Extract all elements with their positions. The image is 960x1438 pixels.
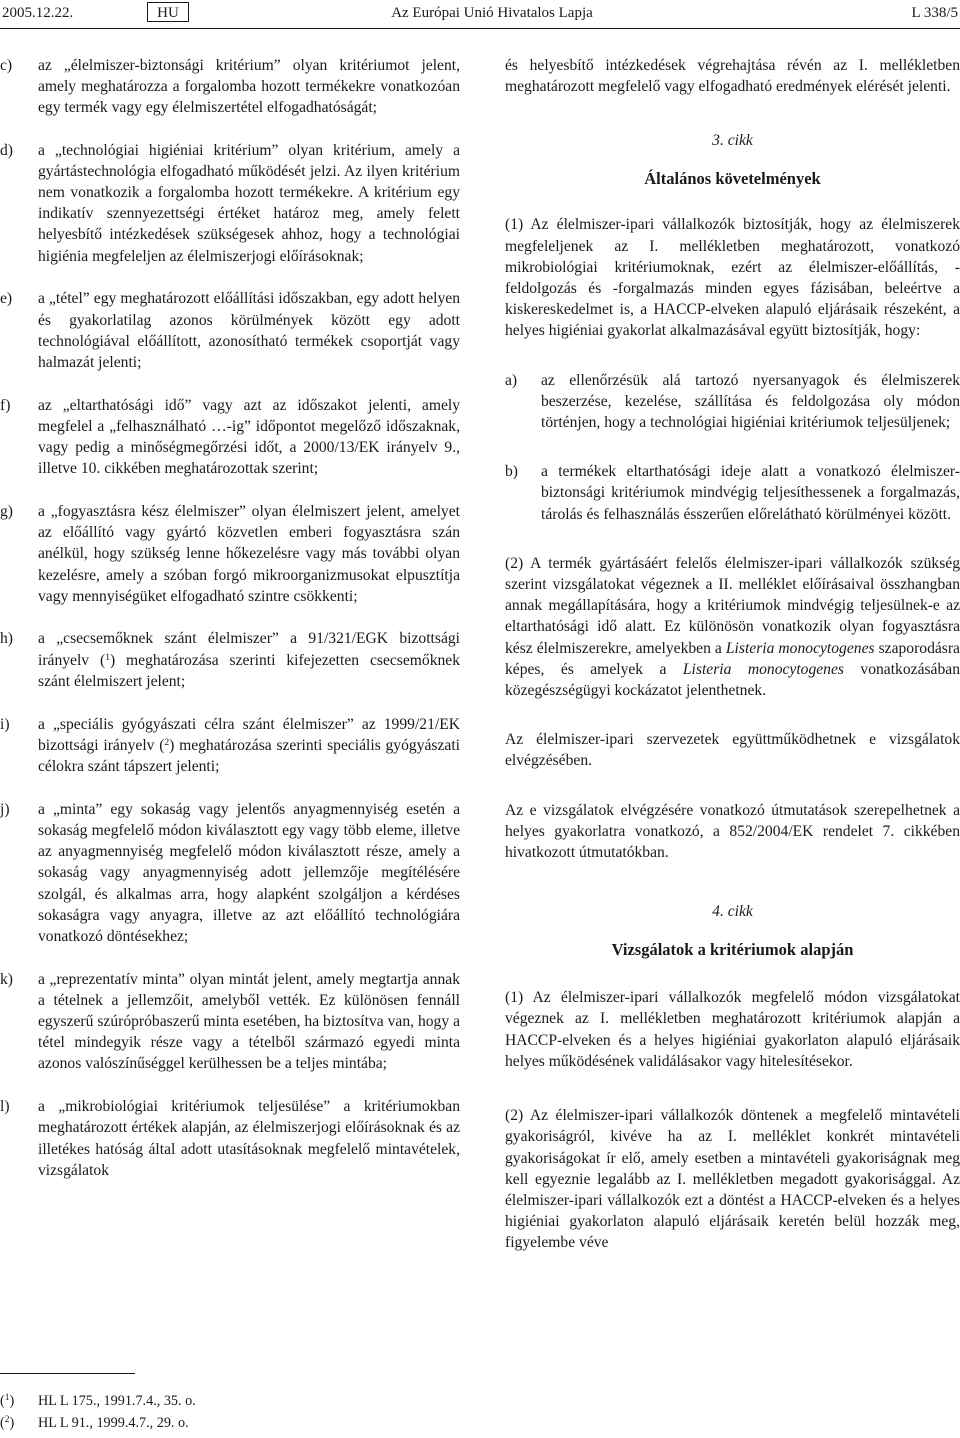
footnotes (0, 1390, 460, 1434)
left-column (0, 55, 460, 1202)
definition-d: d) a „technológiai higiéniai kritérium” olyan kritérium, amely a gyártástechnológia elfogadható működését jelzi. Az ilyen kritérium nem vonatkozik a forgalomba hozott termékekre. A kritérium egy indikatív szennyezettségi értéket határoz meg, amely felett helyesbítő intézkedések szükségesek ahhoz, hogy a technológiai higiénia megfeleljen az élelmiszerjogi előírásoknak; (0, 141, 460, 265)
definition-l: l) a „mikrobiológiai kritériumok teljesülése” a kritériumokban meghatározott értékek alapján, az élelmiszerjogi előírásoknak és az illetékes hatóság által adott utasításoknak megfelelő mintavételek, vizsgálatok (0, 1098, 460, 1179)
language-badge: HU (147, 2, 189, 22)
definition-j: j) a „minta” egy sokaság vagy jelentős anyagmennyiség esetén a sokaság megfelelő módon kiválasztott egy vagy több eleme, illetve az anyagmennyiség megfelelő módon kiválasztott része, amely a sokaság vagy anyagmennyiség adott jellemzője megítélésére szolgál, és alkalmas arra, hogy alapként szolgáljon a kérdéses sokaságra vagy anyagra, illetve az azt előállító technológiára vonatkozó döntésekhez; (0, 800, 460, 945)
definition-k: k) a „reprezentatív minta” olyan mintát jelent, amely megtartja annak a tételnek a jellemzőit, amelyből vették. Ez különösen fennáll egyszerű szúrópróbaszerű minta esetében, ha biztosítva van, hogy a tétel mindegyik része vagy a tételből származó egyedi minta azonos valószínűséggel kerülhessen be a teljes mintába; (0, 970, 460, 1073)
article-3-point-b: b) a termékek eltarthatósági ideje alatt a vonatkozó élelmiszer-biztonsági kritériumok mindvégig teljesíthessenek a forgalmazás, tárolás és felhasználás ésszerűen előrelátható körülményei között. (505, 463, 960, 523)
footnote-ref-2: 2 (164, 737, 170, 748)
definition-h: h) a „csecsemőknek szánt élelmiszer” a 91/321/EGK bizottsági irányelv ($^1$) meghatározása szerinti kifejezetten csecsemőknek szánt élelmiszert jelent; (0, 630, 461, 690)
article-4-paragraph-1: (1) Az élelmiszer-ipari vállalkozók megfelelő módon vizsgálatokat végeznek az I. mellékletben meghatározott kritériumok alapján a HACCP-elveken és a helyes higiéniai gyakorlaton alapuló eljárásaik helyes működésének validálásakor vagy hitelesítésekor. (505, 989, 960, 1070)
article-3-title: Általános követelmények (644, 169, 821, 189)
continuation-text: és helyesbítő intézkedések végrehajtása révén az I. mellékletben meghatározott megfelelő vagy elfogadható eredmények elérését jelenti. (505, 57, 960, 96)
definition-i: i) a „speciális gyógyászati célra szánt élelmiszer” az 1999/21/EK bizottsági irányelv ($^2$) meghatározása szerinti speciális gyógyászati célokra szánt tápszert jelenti; (0, 715, 460, 775)
article-3-paragraph-3: Az élelmiszer-ipari szervezetek együttműködhetnek e vizsgálatok elvégzésében. (505, 731, 960, 770)
article-3-paragraph-4: Az e vizsgálatok elvégzésére vonatkozó útmutatások szerepelhetnek a helyes gyakorlatra vonatkozó, a 852/2004/EK rendelet 7. cikkében hivatkozott útmutatókban. (505, 801, 960, 862)
footnote-1: ($^1$) HL L 175., 1991.7.4., 35. o. (0, 1393, 196, 1409)
footnote-rule (0, 1373, 135, 1374)
journal-title: Az Európai Unió Hivatalos Lapja (391, 5, 593, 21)
footnote-ref-1: 1 (105, 652, 110, 663)
article-3-paragraph-1: (1) Az élelmiszer-ipari vállalkozók biztosítják, hogy az élelmiszerek megfeleljenek az I. mellékletben meghatározott, vonatkozó mikrobiológiai kritériumoknak, ezért az élelmiszer-előállítás, -feldolgozás és -forgalmazás minden egyes fázisában, beleértve a kiskereskedelmet is, a HACCP-elveken alapuló eljárásaik részeként, a helyes higiéniai gyakorlat alkalmazásával együtt biztosítják, hogy: (505, 216, 960, 340)
footnote-2: ($^2$) HL L 91., 1999.4.7., 29. o. (0, 1415, 189, 1431)
article-3-point-a: a) az ellenőrzésük alá tartozó nyersanyagok és élelmiszerek beszerzése, kezelése, szállítása és feldolgozása oly módon történjen, hogy a technológiai higiéniai kritériumok teljesüljenek; (505, 371, 960, 432)
article-3-number: 3. cikk (712, 132, 753, 150)
article-4-title: Vizsgálatok a kritériumok alapján (611, 940, 854, 960)
definition-e: e) a „tétel” egy meghatározott előállítási időszakban, egy adott helyen és gyakorlatilag azonos körülmények között egy adott technológiával előállított, azonosítható termékek csoportját vagy halmazát jelenti; (0, 290, 460, 371)
right-column (505, 55, 960, 1275)
article-3-paragraph-2: (2) A termék gyártásáért felelős élelmiszer-ipari vállalkozók szükség szerint vizsgálatokat végeznek a II. melléklet előírásaival összhangban annak megállapítására, hogy a kritériumok mindvégig teljesülnek-e az eltarthatósági idő alatt. Ez különösön vonatkozik olyan fogyasztásra kész élelmiszerekre, amelyekben a Listeria monocytogenes szaporodásra képes, és amelyek a Listeria monocytogenes vonatkozásában közegészségügyi kockázatot jelenthetnek. (505, 554, 960, 700)
page-number: L 338/5 (911, 5, 958, 21)
definition-c: c) az „élelmiszer-biztonsági kritérium” olyan kritériumot jelent, amely meghatározza a forgalomba hozott termékekre vonatkozóan egy termék vagy egy élelmiszertétel elfogadhatóságát; (0, 57, 460, 117)
definition-f: f) az „eltarthatósági idő” vagy azt az időszakot jelenti, amely megfelel a „felhasználható …-ig” időpontot megelőző időszaknak, vagy pedig a minőségmegőrzési időt, a 2000/13/EK irányelv 9., illetve 10. cikkében meghatározottak szerint; (0, 396, 460, 478)
page-header (0, 0, 960, 22)
article-4-paragraph-2: (2) Az élelmiszer-ipari vállalkozók döntenek a megfelelő mintavételi gyakoriságról, kivéve ha az I. melléklet konkrét mintavételi gyakoriságokat ír elő, amely esetben a mintavételi gyakoriságnak meg kell egyeznie legalább az I. mellékletben megadott gyakorisággal. Az élelmiszer-ipari vállalkozók ezt a döntést a HACCP-elveken és a helyes higiéniai gyakorlaton alapuló eljárásaik keretén belül hozzák meg, figyelembe véve (505, 1107, 960, 1252)
definition-g: g) a „fogyasztásra kész élelmiszer” olyan élelmiszert jelent, amelyet az előállító vagy gyártó közvetlen emberi fogyasztásra szán anélkül, hogy szükség lenne hőkezelésre vagy más további olyan kezelésre, amely a szóban forgó mikroorganizmusokat elpusztítja vagy mennyiségüket elfogadható szintre csökkenti; (0, 502, 460, 605)
publication-date: 2005.12.22. (2, 5, 74, 21)
header-rule (0, 28, 960, 29)
article-4-number: 4. cikk (712, 903, 753, 921)
